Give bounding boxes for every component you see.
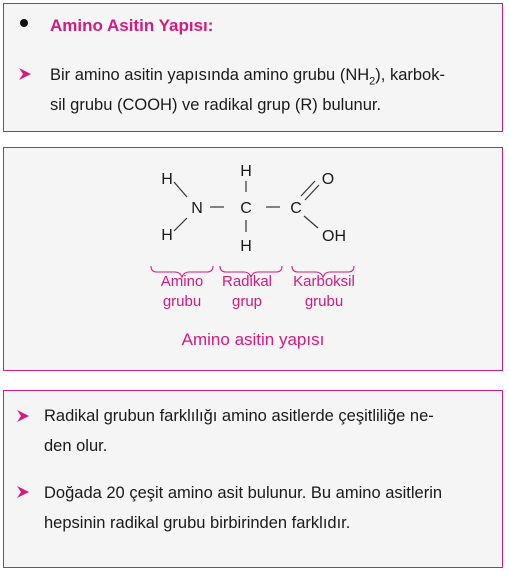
arrow-right-icon: [16, 409, 30, 423]
label-amino-group: Amino grubu: [160, 273, 204, 310]
fact-2-line-1: Doğada 20 çeşit amino asit bulunur. Bu amino asitlerin: [44, 484, 443, 502]
label-radical-group: Radikal grup: [221, 273, 273, 310]
section-heading: Amino Asitin Yapısı:: [50, 16, 214, 35]
bullet-dot-icon: [20, 19, 28, 27]
fact-1-line-2: den olur.: [44, 437, 108, 455]
intro-box: [3, 3, 503, 132]
atom-c-alpha: C: [240, 200, 252, 217]
diagram-box: [3, 147, 503, 371]
arrow-right-icon: [18, 67, 32, 81]
atom-h-bottom-left: H: [161, 227, 173, 244]
intro-text-line-1: Bir amino asitin yapısında amino grubu $(NH_2)$, karbok-: [50, 66, 445, 88]
atom-oh: OH: [322, 228, 346, 245]
atom-h-top-mid: H: [240, 163, 252, 180]
label-carboxyl-group: Karboksil grubu: [293, 273, 355, 310]
atom-h-top-left: H: [161, 171, 173, 188]
diagram-caption: Amino asitin yapısı: [181, 330, 325, 349]
facts-box: [3, 390, 503, 568]
intro-text-line-2: sil grubu (COOH) ve radikal grup (R) bulunur.: [50, 96, 382, 114]
atom-h-bottom-mid: H: [240, 238, 252, 255]
atom-n: N: [191, 200, 203, 217]
atom-c-carboxyl: C: [290, 200, 302, 217]
fact-1-line-1: Radikal grubun farklılığı amino asitlerde çeşitliliğe ne-: [44, 407, 434, 425]
fact-2-line-2: hepsinin radikal grubu birbirinden farklıdır.: [44, 514, 351, 532]
atom-o: O: [321, 171, 335, 188]
arrow-right-icon: [16, 485, 30, 499]
